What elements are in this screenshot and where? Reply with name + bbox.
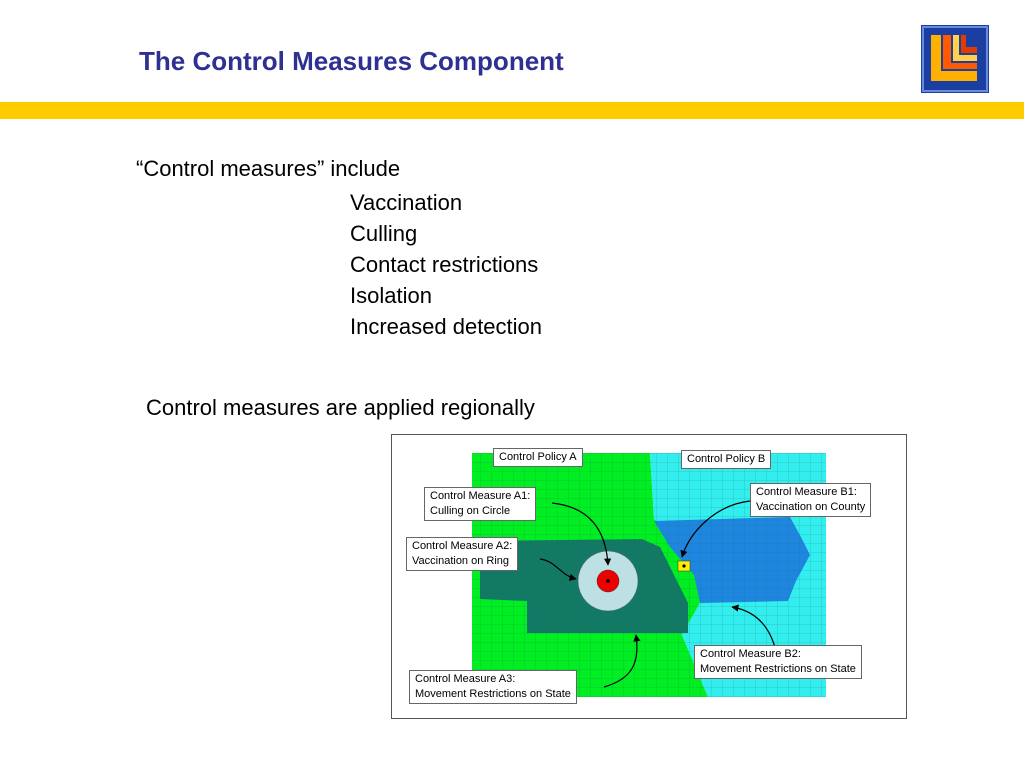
control-map-figure [391, 434, 907, 719]
measure-a3-label: Control Measure A3: Movement Restrictions on State [409, 670, 577, 704]
measure-a1-label: Control Measure A1: Culling on Circle [424, 487, 536, 521]
regional-statement: Control measures are applied regionally [146, 395, 535, 420]
intro-text: “Control measures” include [136, 156, 401, 181]
slide-title: The Control Measures Component [139, 46, 564, 76]
accent-bar [0, 102, 1024, 119]
measure-b2-label: Control Measure B2: Movement Restrictions on State [694, 645, 862, 679]
list-item: Contact restrictions [350, 252, 539, 277]
measures-list [350, 187, 542, 342]
policy-b-label: Control Policy B [681, 450, 771, 469]
list-item: Vaccination [350, 190, 463, 215]
logo-icon [921, 25, 989, 93]
cull-center-dot [606, 579, 610, 583]
measure-b1-label: Control Measure B1: Vaccination on County [750, 483, 871, 517]
list-item: Isolation [350, 283, 432, 308]
list-item: Culling [350, 221, 418, 246]
policy-a-label: Control Policy A [493, 448, 583, 467]
measure-a2-label: Control Measure A2: Vaccination on Ring [406, 537, 518, 571]
list-item: Increased detection [350, 314, 543, 339]
